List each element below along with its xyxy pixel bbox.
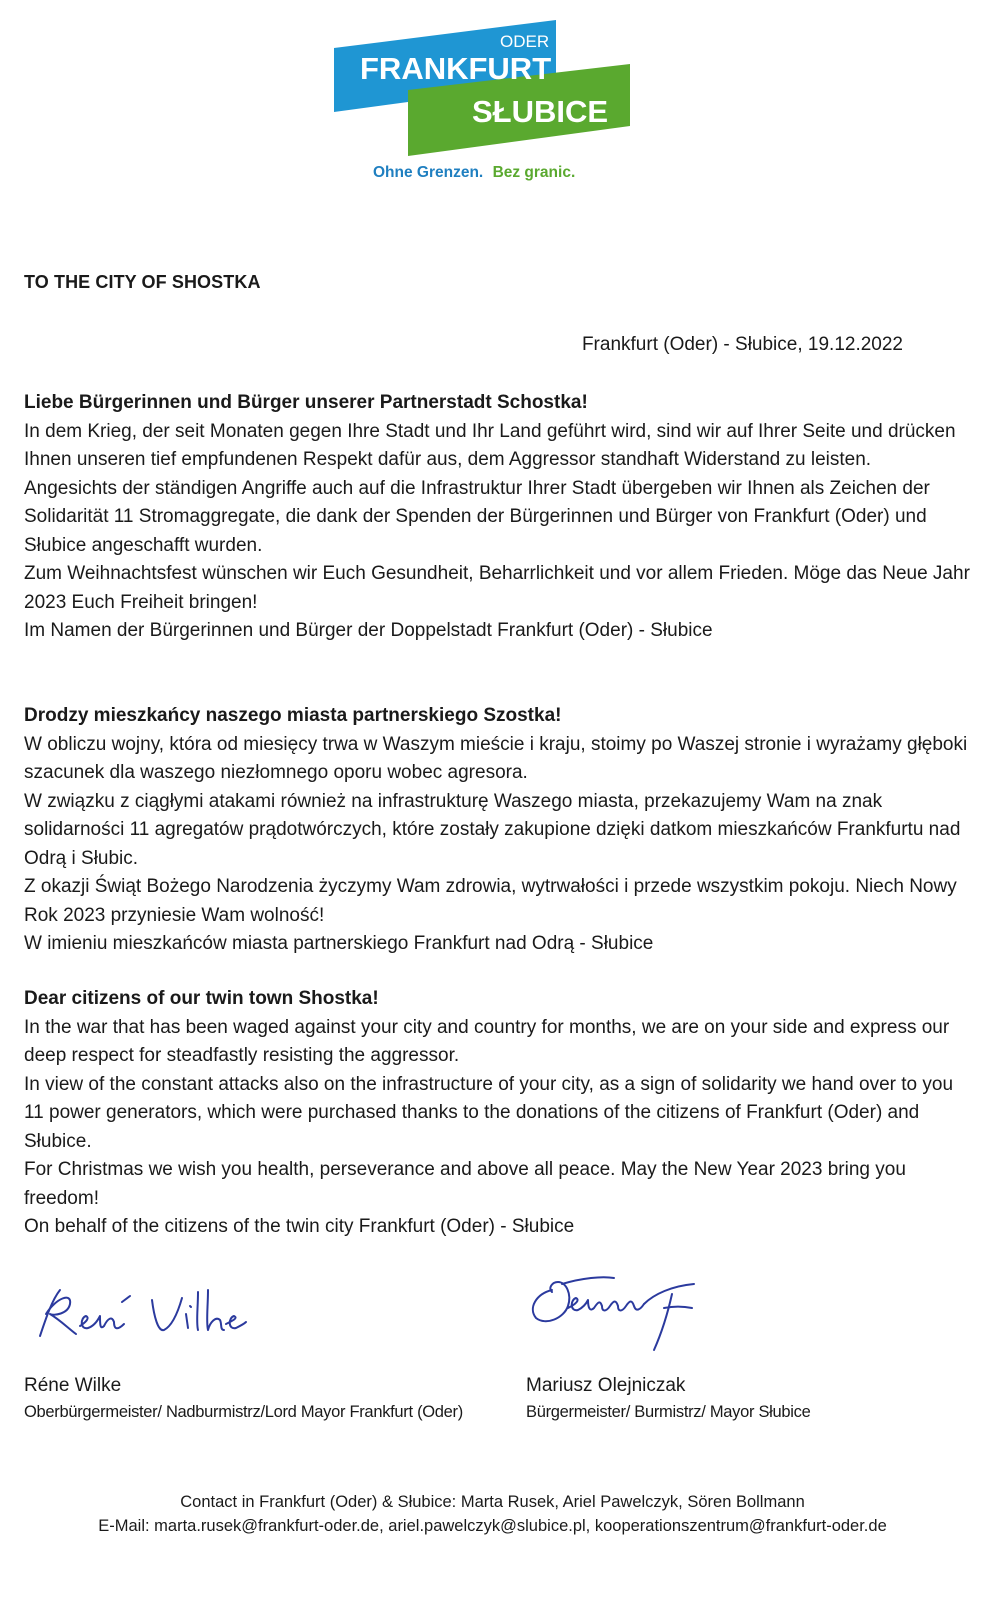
english-paragraph-3: For Christmas we wish you health, perseverance and above all peace. May the New Year 2023 bring you freedom! bbox=[24, 1159, 906, 1209]
german-paragraph-4: Im Namen der Bürgerinnen und Bürger der Doppelstadt Frankfurt (Oder) - Słubice bbox=[24, 620, 713, 641]
english-paragraph-1: In the war that has been waged against your city and country for months, we are on your side and express our deep respect for steadfastly resisting the aggressor. bbox=[24, 1016, 950, 1066]
polish-greeting: Drodzy mieszkańcy naszego miasta partnerskiego Szostka! bbox=[24, 705, 562, 726]
german-section bbox=[24, 389, 974, 646]
polish-paragraph-1: W obliczu wojny, która od miesięcy trwa w Waszym mieście i kraju, stoimy po Waszej stronie i wyrażamy głęboki szacunek dla waszego niezłomnego oporu wobec agresora. bbox=[24, 733, 968, 783]
logo-tagline-pl: Bez granic. bbox=[492, 164, 576, 181]
addressee: TO THE CITY OF SHOSTKA bbox=[24, 272, 261, 292]
german-paragraph-1: In dem Krieg, der seit Monaten gegen Ihre Stadt und Ihr Land geführt wird, sind wir auf Ihrer Seite und drücken Ihnen unseren tief empfundenen Respekt dafür aus, dem Aggressor standhaft Widerstand zu leisten. bbox=[24, 420, 956, 470]
signature-wilke bbox=[30, 1278, 250, 1348]
polish-paragraph-4: W imieniu mieszkańców miasta partnerskiego Frankfurt nad Odrą - Słubice bbox=[24, 933, 654, 954]
english-section bbox=[24, 985, 974, 1242]
dateline: Frankfurt (Oder) - Słubice, 19.12.2022 bbox=[581, 334, 903, 355]
signatory-2-title: Bürgermeister/ Burmistrz/ Mayor Słubice bbox=[526, 1403, 811, 1421]
german-paragraph-3: Zum Weihnachtsfest wünschen wir Euch Gesundheit, Beharrlichkeit und vor allem Frieden. Möge das Neue Jahr 2023 Euch Freiheit bringen! bbox=[24, 563, 970, 613]
logo-tagline-de: Ohne Grenzen. bbox=[373, 164, 484, 181]
footer bbox=[0, 1490, 985, 1538]
english-paragraph-2: In view of the constant attacks also on the infrastructure of your city, as a sign of solidarity we hand over to you 11 power generators, which were purchased thanks to the donations of the citizens of Frankfurt (Oder) and Słubice. bbox=[24, 1073, 954, 1152]
logo-frankfurt: FRANKFURT bbox=[360, 51, 552, 86]
polish-paragraph-2: W związku z ciągłymi atakami również na infrastrukturę Waszego miasta, przekazujemy Wam na znak solidarności 11 agregatów prądotwórczych, które zostały zakupione dzięki datkom mieszkańców Frankfurtu nad Odrą i Słubic. bbox=[24, 790, 961, 869]
logo-oder: ODER bbox=[500, 32, 550, 51]
english-greeting: Dear citizens of our twin town Shostka! bbox=[24, 988, 379, 1009]
signatory-2-name: Mariusz Olejniczak bbox=[526, 1375, 686, 1396]
signatory-1-name: Réne Wilke bbox=[24, 1375, 122, 1396]
signatory-1-title: Oberbürgermeister/ Nadburmistrz/Lord Mayor Frankfurt (Oder) bbox=[24, 1403, 463, 1421]
german-paragraph-2: Angesichts der ständigen Angriffe auch auf die Infrastruktur Ihrer Stadt übergeben wir Ihnen als Zeichen der Solidarität 11 Stromaggregate, die dank der Spenden der Bürgerinnen und Bürger von Frankfurt (Oder) und Słubice angeschafft wurden. bbox=[24, 477, 930, 556]
signature-olejniczak bbox=[522, 1268, 722, 1358]
polish-section bbox=[24, 702, 974, 959]
footer-email: E-Mail: marta.rusek@frankfurt-oder.de, ariel.pawelczyk@slubice.pl, kooperationszentrum@frankfurt-oder.de bbox=[98, 1517, 887, 1535]
frankfurt-slubice-logo bbox=[334, 20, 634, 188]
logo-tagline bbox=[373, 164, 575, 181]
german-greeting: Liebe Bürgerinnen und Bürger unserer Partnerstadt Schostka! bbox=[24, 392, 588, 413]
logo-slubice: SŁUBICE bbox=[472, 94, 609, 129]
footer-contact: Contact in Frankfurt (Oder) & Słubice: Marta Rusek, Ariel Pawelczyk, Sören Bollmann bbox=[180, 1493, 805, 1511]
english-paragraph-4: On behalf of the citizens of the twin city Frankfurt (Oder) - Słubice bbox=[24, 1216, 575, 1237]
polish-paragraph-3: Z okazji Świąt Bożego Narodzenia życzymy Wam zdrowia, wytrwałości i przede wszystkim pokoju. Niech Nowy Rok 2023 przyniesie Wam wolność! bbox=[24, 876, 957, 926]
